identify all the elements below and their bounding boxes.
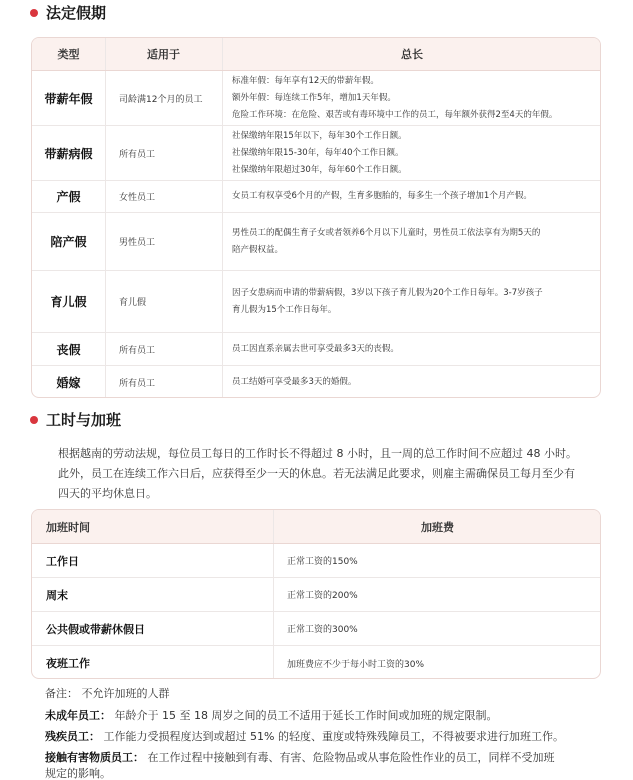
ot-pay: 正常工资的150% [287,557,358,567]
note-hazardous: 接触有害物质员工： 在工作过程中接触到有毒、有害、危险物品或从事危险性作业的员工，同样不受加班 规定的影响。 [45,751,555,780]
ot-pay: 正常工资的300% [287,625,358,635]
ot-pay: 加班费应不少于每小时工资的30% [287,659,425,670]
ot-time: 工作日 [46,554,79,568]
leave-detail: 社保缴纳年限15年以下，每年30个工作日额。 社保缴纳年限15-30年，每年40个工作日额。 社保缴纳年限超过30年，每年60个工作日额。 [232,130,407,175]
leave-type: 陪产假 [50,235,87,249]
leave-applies: 所有员工 [119,149,156,160]
note-disabled: 残疾员工： 工作能力受损程度达到或超过 51% 的轻度、重度或特殊残障员工，不得被要求进行加班工作。 [45,730,564,743]
overtime-table [31,509,601,679]
leave-detail: 男性员工的配偶生育子女或者领养6个月以下儿童时，男性员工依法享有为期5天的 陪产假权益。 [232,227,541,255]
table-row [32,71,600,126]
table-row [32,126,600,181]
table-row [32,612,600,646]
leave-applies: 司龄满12个月的员工 [119,94,203,105]
table-row [32,333,600,366]
leave-applies: 所有员工 [119,379,156,389]
ot-pay: 正常工资的200% [287,591,358,601]
section-title-text: 法定假期 [46,4,107,22]
overtime-table-header [32,510,600,544]
table-row [32,213,600,271]
leave-type: 育儿假 [50,295,87,309]
leave-table-header [32,38,600,71]
bullet-dot-icon [30,416,38,424]
leave-type: 婚嫁 [56,376,81,390]
working-hours-paragraph: 根据越南的劳动法规，每位员工每日的工作时长不得超过 8 小时，且一周的总工作时间不应超过 48 小时。 此外，员工在连续工作六日后，应获得至少一天的休息。若无法满足此要求，则雇主需确保员工每月至少有 四天的平均休息日。 [58,447,577,500]
header-applies: 适用于 [147,48,180,61]
leave-applies: 所有员工 [119,345,156,356]
leave-type: 带薪病假 [44,146,93,161]
table-row [32,544,600,578]
section-title-holidays [30,2,106,23]
ot-time: 公共假或带薪休假日 [46,622,145,636]
leave-detail: 女员工有权享受6个月的产假，生育多胞胎的，每多生一个孩子增加1个月产假。 [232,191,532,201]
header-ot-time: 加班时间 [46,520,90,534]
leave-type: 产假 [56,190,81,204]
leave-applies: 男性员工 [119,238,156,248]
header-total: 总长 [401,48,423,61]
note-minor: 未成年员工： 年龄介于 15 至 18 周岁之间的员工不适用于延长工作时间或加班的规定限制。 [45,709,498,722]
leave-detail: 员工因直系亲属去世可享受最多3天的丧假。 [232,343,399,354]
section-title-text: 工时与加班 [46,411,122,429]
leave-detail: 标准年假：每年享有12天的带薪年假。 额外年假：每连续工作5年，增加1天年假。 危险工作环境：在危险、艰苦或有毒环境中工作的员工，每年额外获得2至4天的年假。 [232,75,558,120]
leave-table [31,37,601,398]
remark-line: 备注： 不允许加班的人群 [45,687,170,700]
leave-applies: 女性员工 [119,193,156,203]
section-title-overtime [30,409,121,430]
bullet-dot-icon [30,9,38,17]
leave-detail: 因子女患病而申请的带薪病假，3岁以下孩子育儿假为20个工作日每年。3-7岁孩子 育儿假为15个工作日每年。 [232,287,543,315]
table-row [32,646,600,679]
leave-detail: 员工结婚可享受最多3天的婚假。 [232,377,357,387]
leave-applies: 育儿假 [119,298,147,308]
table-row [32,271,600,333]
leave-type: 丧假 [56,342,81,357]
leave-type: 带薪年假 [44,91,93,106]
ot-time: 周末 [46,588,68,602]
table-row [32,578,600,612]
table-row [32,181,600,213]
header-ot-pay: 加班费 [421,520,454,534]
table-row [32,366,600,398]
header-type: 类型 [57,48,80,61]
ot-time: 夜班工作 [46,657,90,670]
